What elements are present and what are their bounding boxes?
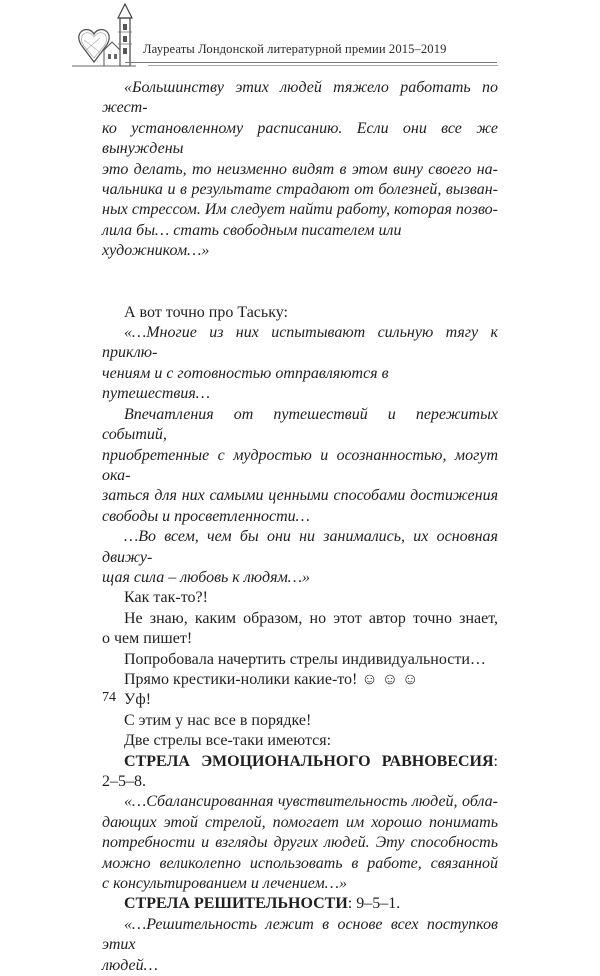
- text-line: дающих этой стрелой, помогает им хорошо понимать: [102, 813, 498, 831]
- arrow-heading: [102, 894, 498, 914]
- text-line: людей…: [102, 956, 158, 974]
- page-number: 74: [102, 690, 116, 705]
- text-line: «…Многие из них испытывают сильную тягу к приклю-: [102, 324, 498, 362]
- text-line: приобретенные с мудростью и осознанностью, могут ока-: [102, 446, 498, 484]
- paragraph: Попробовала начертить стрелы индивидуальности…: [124, 650, 486, 668]
- paragraph: Две стрелы все-таки имеются:: [124, 732, 332, 750]
- header-rule: [125, 62, 497, 63]
- text-line: «Большинству этих людей тяжело работать по жест-: [102, 79, 498, 117]
- header-rule-secondary: [148, 65, 498, 66]
- paragraph: [102, 609, 498, 650]
- text-line: с консультированием и лечением…»: [102, 875, 347, 893]
- text-line: «…Решительность лежит в основе всех поступков этих: [102, 915, 498, 954]
- text-line: щая сила – любовь к людям…»: [102, 568, 311, 586]
- text-line: можно великолепно использовать в работе, связанной: [102, 854, 498, 872]
- quote-paragraph-2a: [102, 323, 498, 405]
- paragraph: Прямо крестики-нолики какие-то! ☺ ☺ ☺: [124, 670, 419, 688]
- arrow-heading-title: СТРЕЛА ЭМОЦИОНАЛЬНОГО РАВНОВЕСИЯ: [124, 752, 494, 770]
- running-header: [0, 0, 600, 90]
- text-line: ных стрессом. Им следует найти работу, которая позво-: [102, 201, 498, 219]
- text-line: ко установленному расписанию. Если они все же вынуждены: [102, 119, 498, 158]
- arrow-heading-numbers: : 9–5–1.: [347, 895, 401, 913]
- text-line: свободы и просветленности…: [102, 507, 310, 525]
- castle-heart-emblem-icon: [62, 2, 142, 82]
- quote-paragraph-2c: [102, 527, 498, 588]
- paragraph: Как так-то?!: [124, 589, 208, 607]
- quote-paragraph-4: [102, 915, 498, 976]
- text-line: Не знаю, каким образом, но этот автор точно знает,: [124, 609, 498, 627]
- text-line: о чем пишет!: [102, 630, 193, 648]
- quote-paragraph-3: [102, 792, 498, 894]
- arrow-heading-title: СТРЕЛА РЕШИТЕЛЬНОСТИ: [124, 895, 348, 913]
- quote-paragraph-2b: [102, 405, 498, 527]
- text-line: Впечатления от путешествий и пережитых событий,: [102, 405, 498, 444]
- paragraph: Уф!: [124, 691, 152, 709]
- text-line: чениям и с готовностью отправляются в путешествия…: [102, 364, 389, 403]
- text-line: чальника и в результате страдают от болезней, вызван-: [102, 181, 498, 199]
- text-line: это делать, то неизменно видят в этом вину своего на-: [102, 160, 498, 178]
- page-body: [102, 78, 498, 976]
- quote-paragraph-1: [102, 78, 498, 262]
- text-line: заться для них самыми ценными способами достижения: [102, 487, 498, 505]
- text-line: …Во всем, чем бы они ни занимались, их основная движу-: [102, 528, 498, 566]
- paragraph: А вот точно про Таську:: [124, 303, 288, 321]
- arrow-heading-numbers: : 2–5–8.: [102, 752, 498, 790]
- running-header-title: Лауреаты Лондонской литературной премии 2015–2019: [143, 42, 447, 56]
- text-line: «…Сбалансированная чувствительность людей, обла-: [124, 793, 498, 811]
- text-line: лила бы… стать свободным писателем или художником…»: [102, 221, 402, 260]
- paragraph: С этим у нас все в порядке!: [124, 711, 312, 729]
- text-line: потребности и взгляды других людей. Эту способность: [102, 834, 498, 852]
- arrow-heading: [102, 752, 498, 793]
